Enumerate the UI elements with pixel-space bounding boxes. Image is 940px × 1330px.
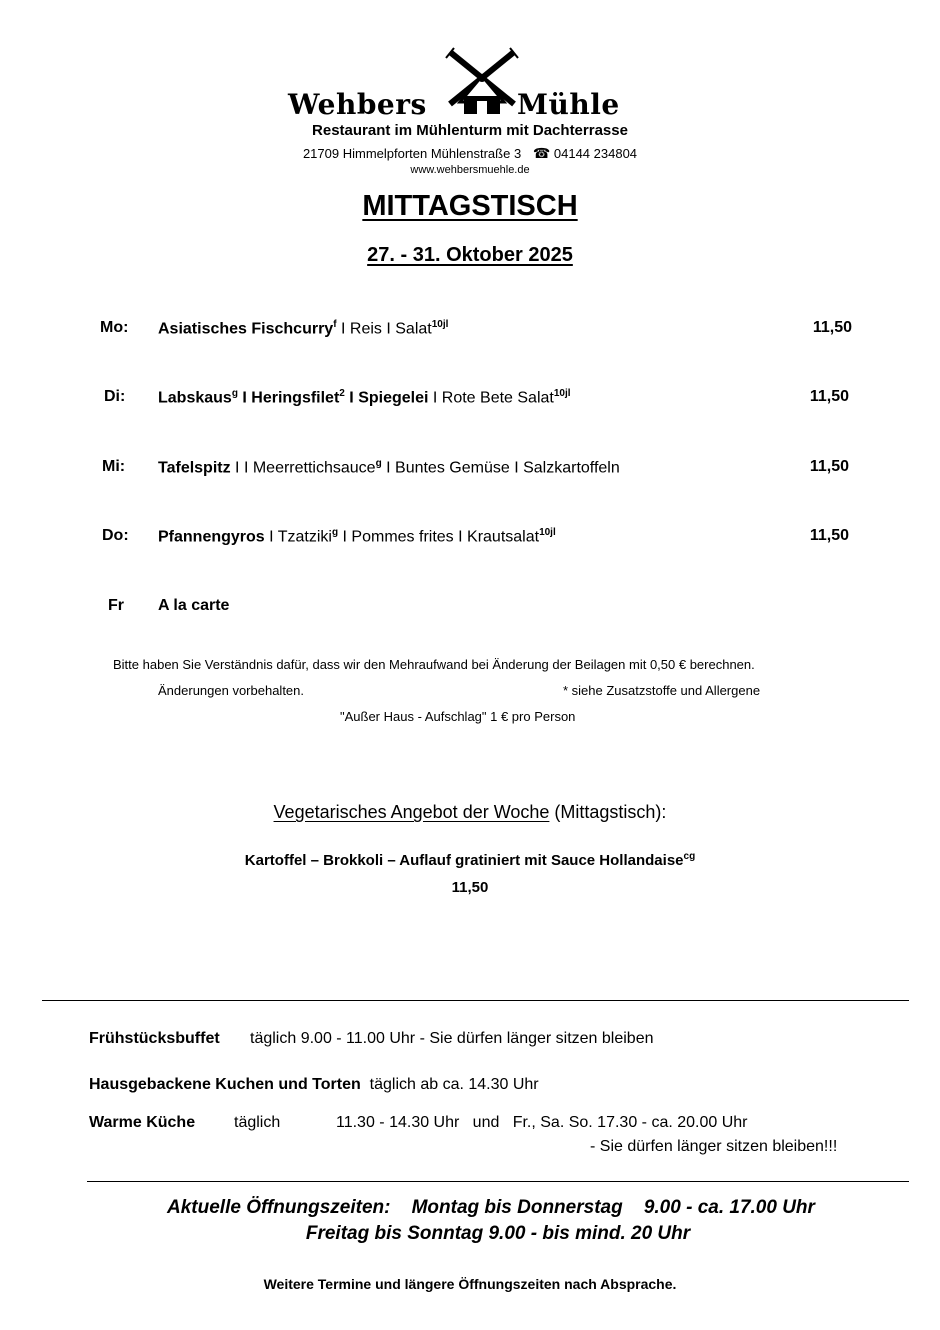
price-di: 11,50 — [809, 388, 849, 405]
day-label-mi: Mi: — [102, 458, 126, 475]
price-mi: 11,50 — [809, 458, 849, 475]
day-label-fr: Fr — [108, 597, 124, 614]
note-changes: Änderungen vorbehalten. — [158, 683, 305, 698]
cake-info: Hausgebackene Kuchen und Torten täglich ab ca. 14.30 Uhr — [89, 1076, 539, 1093]
opening-hours-line2: Freitag bis Sonntag 9.00 - bis mind. 20 Uhr — [305, 1223, 691, 1244]
menu-dates: 27. - 31. Oktober 2025 — [367, 244, 573, 266]
phone-number: 04144 234804 — [553, 146, 638, 161]
vegetarian-title: Vegetarisches Angebot der Woche (Mittagstisch): — [273, 802, 667, 822]
kitchen-note: - Sie dürfen länger sitzen bleiben!!! — [590, 1138, 838, 1155]
note-allergens: * siehe Zusatzstoffe und Allergene — [563, 683, 761, 698]
footer-note: Weitere Termine und längere Öffnungszeiten nach Absprache. — [263, 1276, 677, 1292]
page-title: MITTAGSTISCH — [362, 190, 578, 222]
dish-mi: Tafelspitz I I Meerrettichsauce$^g$ I Buntes Gemüse I Salzkartoffeln — [158, 458, 620, 477]
breakfast-text: täglich 9.00 - 11.00 Uhr - Sie dürfen länger sitzen bleiben — [250, 1030, 654, 1047]
day-label-di: Di: — [104, 388, 126, 405]
brand-right: Mühle — [517, 88, 620, 121]
note-takeaway: "Außer Haus - Aufschlag" 1 € pro Person — [340, 709, 576, 724]
divider-top — [42, 1000, 909, 1001]
price-mo: 11,50 — [812, 319, 852, 336]
address-line — [0, 145, 940, 162]
brand-left: Wehbers — [288, 88, 427, 121]
website: www.wehbersmuehle.de — [410, 164, 530, 176]
dish-do: Pfannengyros I Tzatziki$^g$ I Pommes frites I Krautsalat$^{10jl}$ — [158, 527, 556, 546]
day-label-mo: Mo: — [100, 319, 129, 336]
vegetarian-price: 11,50 — [451, 879, 489, 896]
breakfast-info: Frühstücksbuffet — [89, 1030, 220, 1047]
dish-di: Labskaus$^g$ I Heringsfilet$^2$ I Spiegelei I Rote Bete Salat$^{10jl}$ — [158, 388, 571, 407]
restaurant-subtitle: Restaurant im Mühlenturm mit Dachterrasse — [312, 122, 628, 139]
dish-fr: A la carte — [158, 597, 230, 614]
phone-icon: ☎ — [532, 145, 551, 161]
opening-hours-line1: Aktuelle Öffnungszeiten: Montag bis Donnerstag 9.00 - ca. 17.00 Uhr — [167, 1197, 815, 1218]
address: 21709 Himmelpforten Mühlenstraße 3 — [302, 146, 522, 161]
dish-mo: Asiatisches Fischcurry$^f$ I Reis I Salat$^{10jl}$ — [158, 319, 449, 338]
price-do: 11,50 — [809, 527, 849, 544]
divider-bottom — [87, 1181, 909, 1182]
kitchen-times: 11.30 - 14.30 Uhr und Fr., Sa. So. 17.30 - ca. 20.00 Uhr — [336, 1114, 748, 1131]
vegetarian-dish: Kartoffel – Brokkoli – Auflauf gratiniert mit Sauce Hollandaise$^{cg}$ — [244, 851, 696, 869]
note-surcharge: Bitte haben Sie Verständnis dafür, dass wir den Mehraufwand bei Änderung der Beilagen mit 0,50 € berechnen. — [113, 657, 755, 672]
kitchen-daily: täglich — [234, 1114, 281, 1131]
day-label-do: Do: — [102, 527, 129, 544]
kitchen-label: Warme Küche — [89, 1114, 196, 1131]
